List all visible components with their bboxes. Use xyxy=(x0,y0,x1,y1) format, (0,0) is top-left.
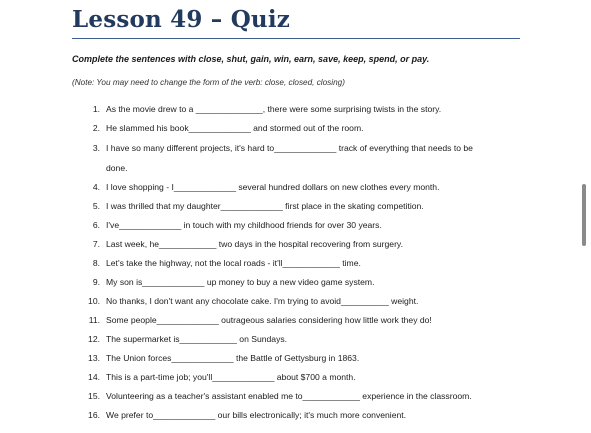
scrollbar-thumb[interactable] xyxy=(582,184,586,246)
question-number: 9. xyxy=(92,277,100,287)
question-item xyxy=(84,178,524,197)
question-number: 14. xyxy=(88,372,100,382)
question-item xyxy=(84,349,524,368)
question-number: 5. xyxy=(92,201,100,211)
question-item xyxy=(84,292,524,311)
question-number: 12. xyxy=(88,334,100,344)
question-item xyxy=(84,387,524,406)
question-text: I love shopping - I_____________ several hundred dollars on new clothes every month. xyxy=(106,182,440,192)
question-item xyxy=(84,100,524,119)
note: (Note: You may need to change the form of the verb: close, closed, closing) xyxy=(72,78,345,87)
question-text: The Union forces_____________ the Battle of Gettysburg in 1863. xyxy=(106,353,360,363)
question-number: 11. xyxy=(88,315,100,325)
question-number: 2. xyxy=(92,123,100,133)
question-number: 7. xyxy=(92,239,100,249)
question-text: Volunteering as a teacher's assistant enabled me to____________ experience in the classroom. xyxy=(106,391,472,401)
question-item xyxy=(84,235,524,254)
question-item xyxy=(84,119,524,138)
question-item xyxy=(84,273,524,292)
question-number: 4. xyxy=(92,182,100,192)
question-number: 13. xyxy=(88,353,100,363)
question-number: 15. xyxy=(88,391,100,401)
question-item xyxy=(84,368,524,387)
page-title: Lesson 49 – Quiz xyxy=(72,6,291,33)
question-text: I was thrilled that my daughter_____________ first place in the skating competition. xyxy=(106,201,424,211)
question-text: This is a part-time job; you'll_____________ about $700 a month. xyxy=(106,372,356,382)
question-number: 6. xyxy=(92,220,100,230)
question-text: We prefer to_____________ our bills electronically; it's much more convenient. xyxy=(106,410,407,420)
question-text: My son is_____________ up money to buy a new video game system. xyxy=(106,277,375,287)
question-text: Let's take the highway, not the local roads - it'll____________ time. xyxy=(106,258,361,268)
title-divider xyxy=(72,38,520,39)
question-number: 10. xyxy=(88,296,100,306)
question-item xyxy=(84,406,524,425)
question-text: I have so many different projects, it's hard to_____________ track of everything that needs to be xyxy=(106,143,473,153)
question-text: The supermarket is____________ on Sundays. xyxy=(106,334,288,344)
question-text: Some people_____________ outrageous salaries considering how little work they do! xyxy=(106,315,432,325)
question-number: 1. xyxy=(92,104,100,114)
question-text: No thanks, I don't want any chocolate cake. I'm trying to avoid__________ weight. xyxy=(106,296,419,306)
question-list xyxy=(84,100,524,425)
question-text: He slammed his book_____________ and stormed out of the room. xyxy=(106,123,364,133)
question-item xyxy=(84,330,524,349)
question-item xyxy=(84,197,524,216)
question-text: Last week, he____________ two days in the hospital recovering from surgery. xyxy=(106,239,403,249)
question-text-continued: done. xyxy=(106,163,128,173)
instructions: Complete the sentences with close, shut, gain, win, earn, save, keep, spend, or pay. xyxy=(72,54,430,64)
question-text: I've_____________ in touch with my childhood friends for over 30 years. xyxy=(106,220,382,230)
question-item xyxy=(84,216,524,235)
question-item xyxy=(84,254,524,273)
question-number: 3. xyxy=(92,143,100,153)
question-item xyxy=(84,138,524,178)
question-number: 8. xyxy=(92,258,100,268)
question-number: 16. xyxy=(88,410,100,420)
question-item xyxy=(84,311,524,330)
question-text: As the movie drew to a ______________, there were some surprising twists in the story. xyxy=(106,104,442,114)
